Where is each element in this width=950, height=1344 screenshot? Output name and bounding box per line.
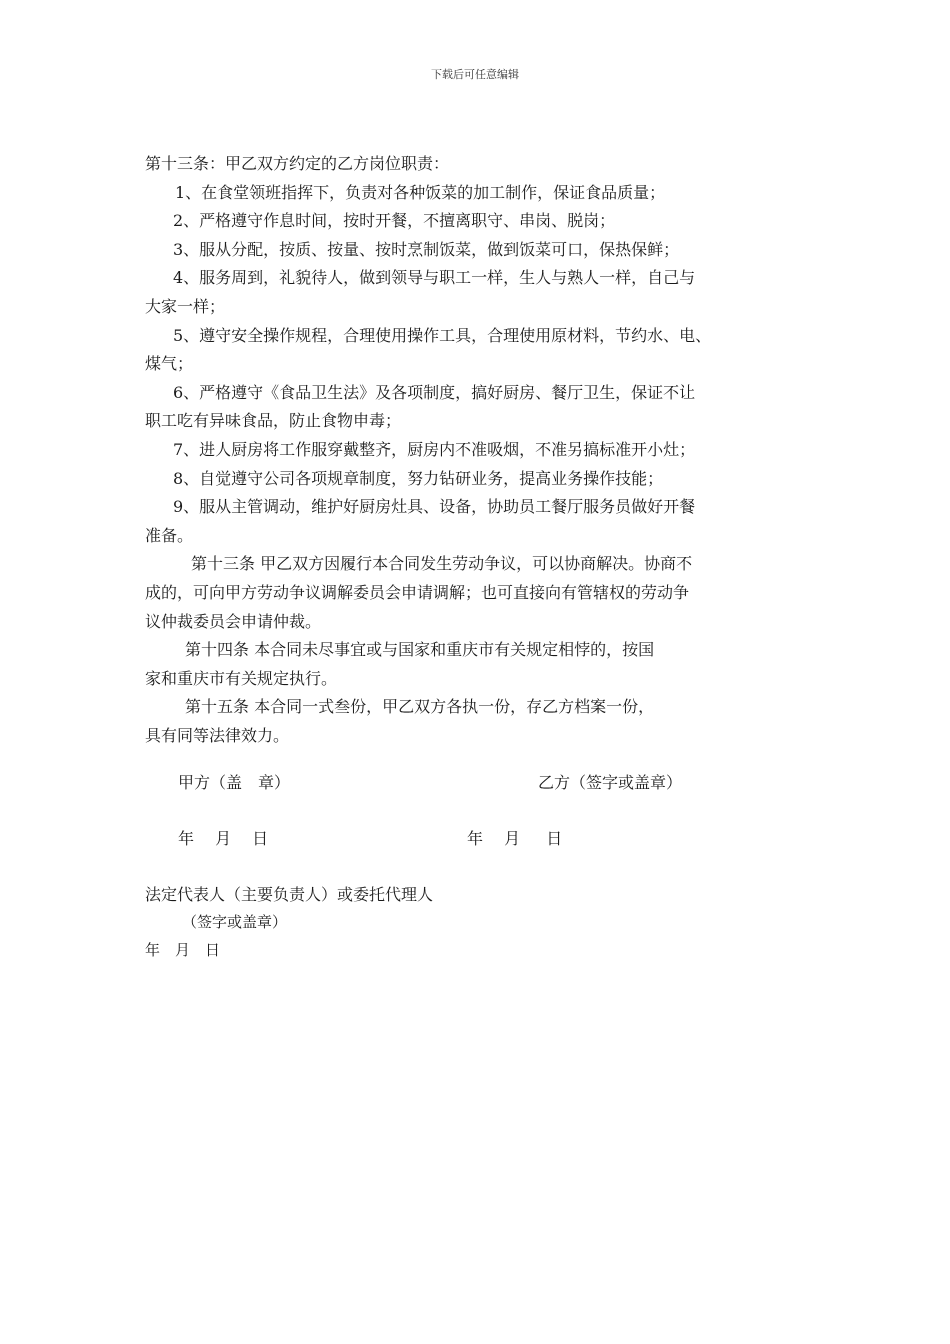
legal-representative-label: 法定代表人（主要负责人）或委托代理人 bbox=[145, 885, 434, 904]
legal-representative-date: 年 月 日 bbox=[145, 941, 221, 959]
article-13-dispute-line-1: 第十三条 甲乙双方因履行本合同发生劳动争议，可以协商解决。协商不 bbox=[191, 554, 693, 574]
duty-item-4: 4、服务周到，礼貌待人，做到领导与职工一样，生人与熟人一样，自己与 bbox=[173, 268, 696, 288]
duty-item-4-cont: 大家一样； bbox=[145, 296, 226, 316]
page-header-watermark: 下载后可任意编辑 bbox=[431, 68, 519, 81]
article-14-line-1: 第十四条 本合同未尽事宜或与国家和重庆市有关规定相悖的，按国 bbox=[185, 640, 655, 660]
party-b-signature: 乙方（签字或盖章） bbox=[538, 773, 683, 792]
contract-body bbox=[145, 150, 825, 750]
duty-item-5: 5、遵守安全操作规程，合理使用操作工具，合理使用原材料，节约水、电、 bbox=[173, 325, 712, 345]
article-15-line-1: 第十五条 本合同一式叁份，甲乙双方各执一份，存乙方档案一份， bbox=[185, 697, 655, 717]
duty-item-6-cont: 职工吃有异味食品，防止食物申毒； bbox=[145, 411, 402, 431]
duty-item-9: 9、服从主管调动，维护好厨房灶具、设备，协助员工餐厅服务员做好开餐 bbox=[173, 497, 696, 517]
article-14-line-2: 家和重庆市有关规定执行。 bbox=[145, 668, 338, 688]
legal-representative-signature: （签字或盖章） bbox=[182, 913, 288, 931]
duty-item-7: 7、进人厨房将工作服穿戴整齐，厨房内不准吸烟，不准另搞标准开小灶； bbox=[173, 439, 696, 459]
article-13-dispute-line-2: 成的，可向甲方劳动争议调解委员会申请调解；也可直接向有管辖权的劳动争 bbox=[145, 582, 690, 602]
duty-item-6: 6、严格遵守《食品卫生法》及各项制度，搞好厨房、餐厅卫生，保证不让 bbox=[173, 382, 696, 402]
duty-item-8: 8、自觉遵守公司各项规章制度，努力钻研业务，提高业务操作技能； bbox=[173, 468, 664, 488]
duty-item-3: 3、服从分配，按质、按量、按时烹制饭菜，做到饭菜可口，保热保鲜； bbox=[173, 239, 680, 259]
party-b-date: 年 月 日 bbox=[467, 829, 563, 848]
article-13-title: 第十三条：甲乙双方约定的乙方岗位职责： bbox=[145, 154, 450, 173]
duty-item-9-cont: 准备。 bbox=[145, 525, 194, 545]
party-a-seal: 甲方（盖 章） bbox=[178, 773, 291, 792]
duty-item-1: 1、在食堂领班指挥下，负责对各种饭菜的加工制作，保证食品质量； bbox=[175, 182, 666, 202]
article-13-dispute-line-3: 议仲裁委员会申请仲裁。 bbox=[145, 611, 322, 631]
duty-item-2: 2、严格遵守作息时间，按时开餐，不擅离职守、串岗、脱岗； bbox=[173, 211, 616, 231]
duty-item-5-cont: 煤气； bbox=[145, 354, 194, 374]
party-a-date: 年 月 日 bbox=[178, 829, 269, 848]
article-15-line-2: 具有同等法律效力。 bbox=[145, 725, 290, 745]
